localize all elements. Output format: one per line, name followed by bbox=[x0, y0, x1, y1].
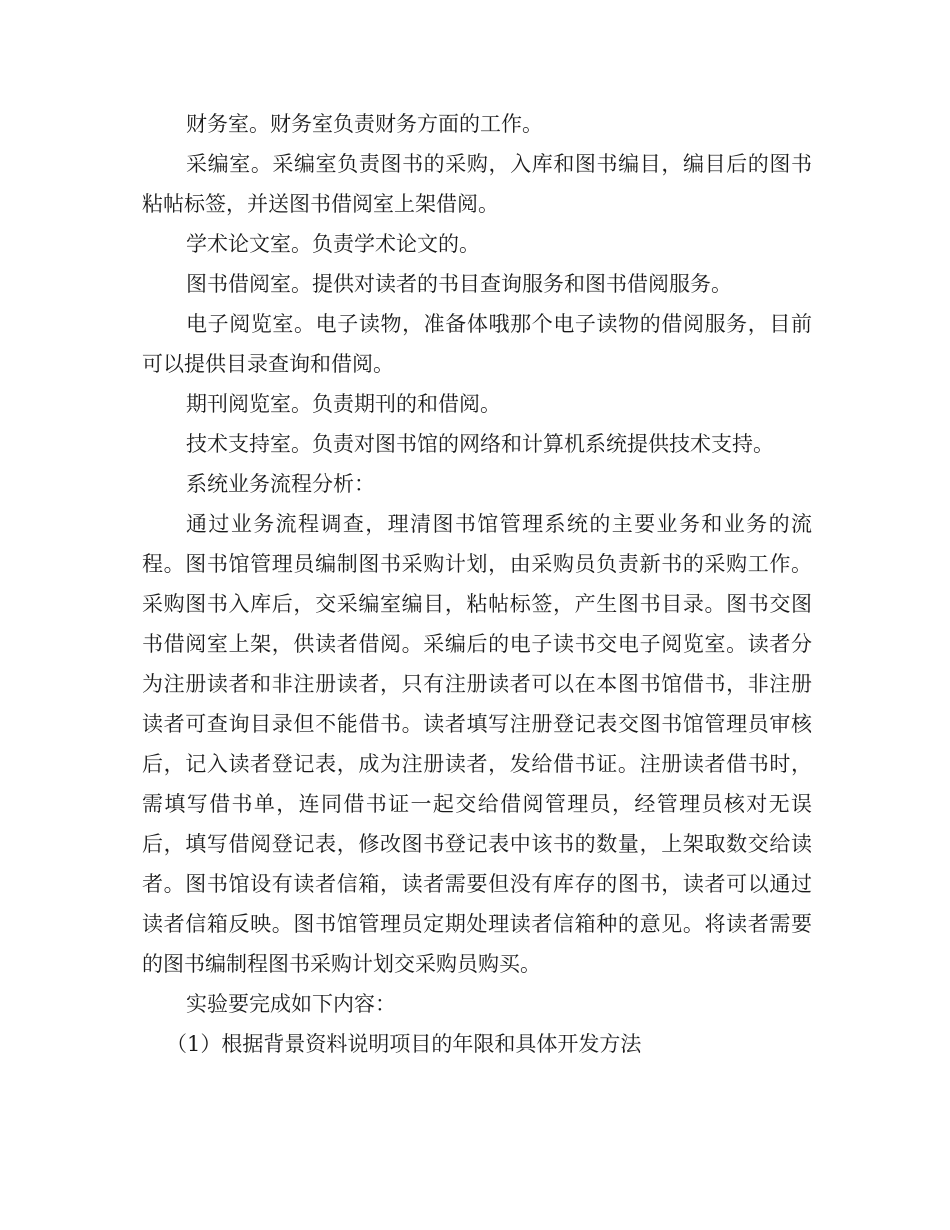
paragraph-lending-room: 图书借阅室。提供对读者的书目查询服务和图书借阅服务。 bbox=[186, 272, 732, 296]
paragraph-tech-support-room: 技术支持室。负责对图书馆的网络和计算机系统提供技术支持。 bbox=[186, 432, 774, 456]
paragraph-finance-office: 财务室。财务室负责财务方面的工作。 bbox=[186, 112, 543, 136]
paragraph-acquisition-office: 采编室。采编室负责图书的采购，入库和图书编目，编目后的图书粘帖标签，并送图书借阅室上架借阅。 bbox=[142, 152, 812, 216]
paragraph-process-description: 通过业务流程调查，理清图书馆管理系统的主要业务和业务的流程。图书馆管理员编制图书采购计划，由采购员负责新书的采购工作。采购图书入库后，交采编室编目，粘帖标签，产生图书目录。图书交图书借阅室上架，供读者借阅。采编后的电子读书交电子阅览室。读者分为注册读者和非注册读者，只有注册读者可以在本图书馆借书，非注册读者可查询目录但不能借书。读者填写注册登记表交图书馆管理员审核后，记入读者登记表，成为注册读者，发给借书证。注册读者借书时，需填写借书单，连同借书证一起交给借阅管理员，经管理员核对无误后，填写借阅登记表，修改图书登记表中该书的数量，上架取数交给读者。图书馆设有读者信箱，读者需要但没有库存的图书，读者可以通过读者信箱反映。图书馆管理员定期处理读者信箱种的意见。将读者需要的图书编制程图书采购计划交采购员购买。 bbox=[142, 512, 812, 976]
paragraph-periodicals-room: 期刊阅览室。负责期刊的和借阅。 bbox=[186, 392, 501, 416]
list-item-1: （1）根据背景资料说明项目的年限和具体开发方法 bbox=[166, 1032, 642, 1056]
paragraph-thesis-office: 学术论文室。负责学术论文的。 bbox=[186, 232, 480, 256]
document-body bbox=[142, 104, 812, 1064]
paragraph-experiment-heading: 实验要完成如下内容： bbox=[186, 992, 396, 1016]
paragraph-process-analysis-heading: 系统业务流程分析： bbox=[186, 472, 375, 496]
paragraph-e-reading-room: 电子阅览室。电子读物，准备体哦那个电子读物的借阅服务，目前可以提供目录查询和借阅。 bbox=[142, 312, 812, 376]
